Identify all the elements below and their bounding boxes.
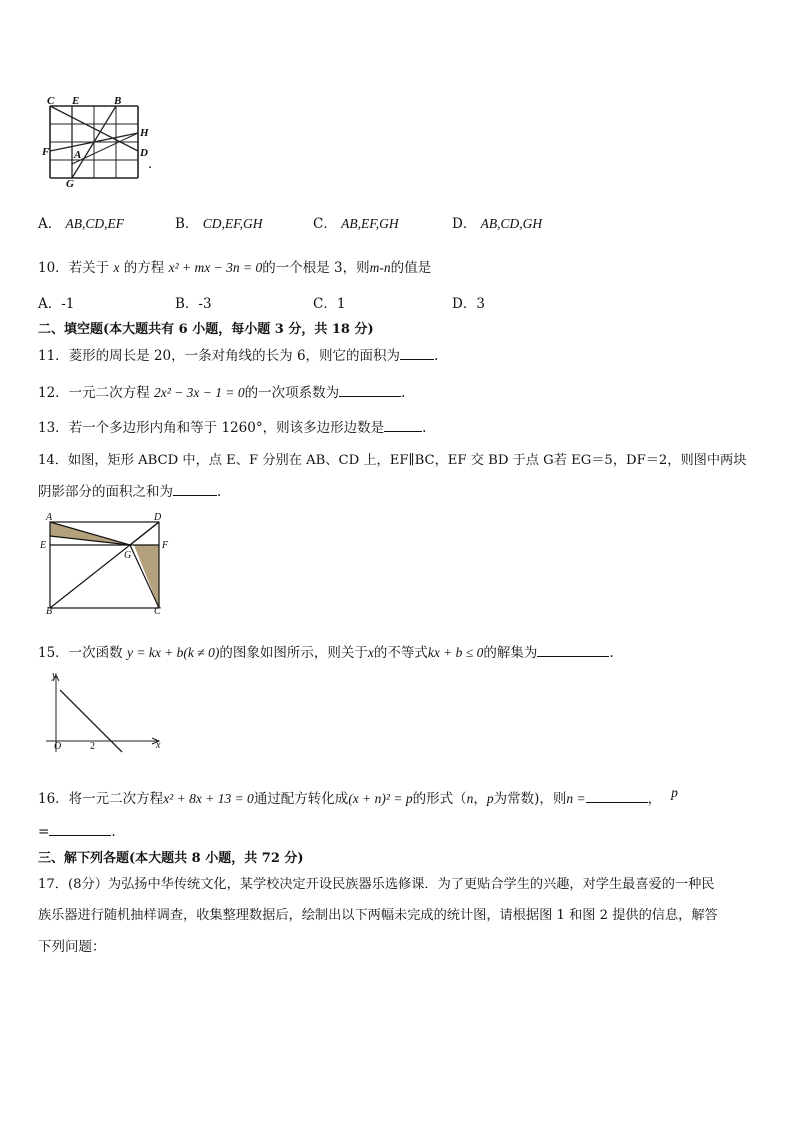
section-3-heading: 三、解下列各题(本大题共 8 小题，共 72 分): [38, 851, 304, 866]
label-dot: .: [149, 159, 152, 171]
label-a: A: [46, 512, 53, 523]
label-f: F: [42, 146, 50, 158]
q9-option-b: B． CD,EF,GH: [175, 216, 263, 232]
q10-option-c: C．1: [313, 296, 346, 312]
label-g: G: [66, 178, 74, 190]
question-17-line3: 下列问题：: [38, 939, 106, 955]
grid-figure-q9: [38, 92, 168, 192]
answer-blank-16-p[interactable]: [49, 822, 111, 836]
answer-blank-14[interactable]: [173, 482, 217, 496]
q9-option-a: A． AB,CD,EF: [38, 216, 125, 232]
question-11: 11．菱形的周长是 20，一条对角线的长为 6，则它的面积为 .: [38, 348, 439, 364]
section-2-heading: 二、填空题(本大题共有 6 小题，每小题 3 分，共 18 分): [38, 322, 374, 337]
answer-blank-15[interactable]: [537, 643, 609, 657]
label-e: E: [40, 540, 47, 551]
origin-label: O: [54, 741, 62, 752]
question-15: 15．一次函数 y = kx + b(k ≠ 0)的图象如图所示，则关于x的不等式kx + b ≤ 0的解集为 .: [38, 645, 614, 661]
q10-option-a: A．-1: [38, 296, 75, 312]
question-12: 12．一元二次方程 2x² − 3x − 1 = 0的一次项系数为 .: [38, 385, 406, 401]
label-b: B: [46, 606, 53, 616]
answer-blank-11[interactable]: [400, 346, 434, 360]
label-g: G: [124, 550, 132, 561]
rectangle-figure-q14: [38, 510, 178, 616]
x-intercept-label: 2: [90, 741, 95, 752]
question-14-line2: 阴影部分的面积之和为 .: [38, 484, 222, 500]
question-13: 13．若一个多边形内角和等于 1260°，则该多边形边数是 .: [38, 420, 427, 436]
question-10: 10．若关于 x 的方程 x² + mx − 3n = 0的一个根是 3，则m-n的值是: [38, 260, 432, 276]
label-f: F: [162, 540, 169, 551]
answer-blank-16-n[interactable]: [586, 789, 648, 803]
question-16: 16．将一元二次方程x² + 8x + 13 = 0通过配方转化成(x + n)² = p的形式（n，p为常数)，则n = ， p: [38, 785, 678, 807]
label-d: D: [140, 147, 148, 159]
question-17-line2: 族乐器进行随机抽样调查，收集整理数据后，绘制出以下两幅未完成的统计图，请根据图 1 和图 2 提供的信息，解答: [38, 908, 718, 923]
q10-option-d: D．3: [452, 296, 485, 312]
label-e: E: [72, 95, 80, 107]
question-16-line2: = .: [38, 824, 116, 840]
answer-blank-13[interactable]: [384, 418, 422, 432]
label-b: B: [114, 95, 122, 107]
label-d: D: [154, 512, 162, 523]
q10-option-b: B．-3: [175, 296, 212, 312]
axis-label-x: x: [156, 740, 161, 751]
label-c: C: [154, 606, 161, 616]
q9-option-d: D． AB,CD,GH: [452, 216, 543, 232]
line-graph-q15: [40, 668, 170, 754]
question-14-line1: 14．如图，矩形 ABCD 中，点 E、F 分别在 AB、CD 上，EF∥BC，EF 交 BD 于点 G若 EG＝5，DF＝2，则图中两块: [38, 453, 747, 468]
q9-option-c: C． AB,EF,GH: [313, 216, 399, 232]
label-a: A: [74, 149, 82, 161]
label-h: H: [140, 127, 149, 139]
question-17-line1: 17．(8分）为弘扬中华传统文化，某学校决定开设民族器乐选修课．为了更贴合学生的兴趣，对学生最喜爱的一种民: [38, 877, 715, 892]
answer-blank-12[interactable]: [339, 383, 401, 397]
label-c: C: [47, 95, 55, 107]
axis-label-y: y: [52, 670, 57, 681]
